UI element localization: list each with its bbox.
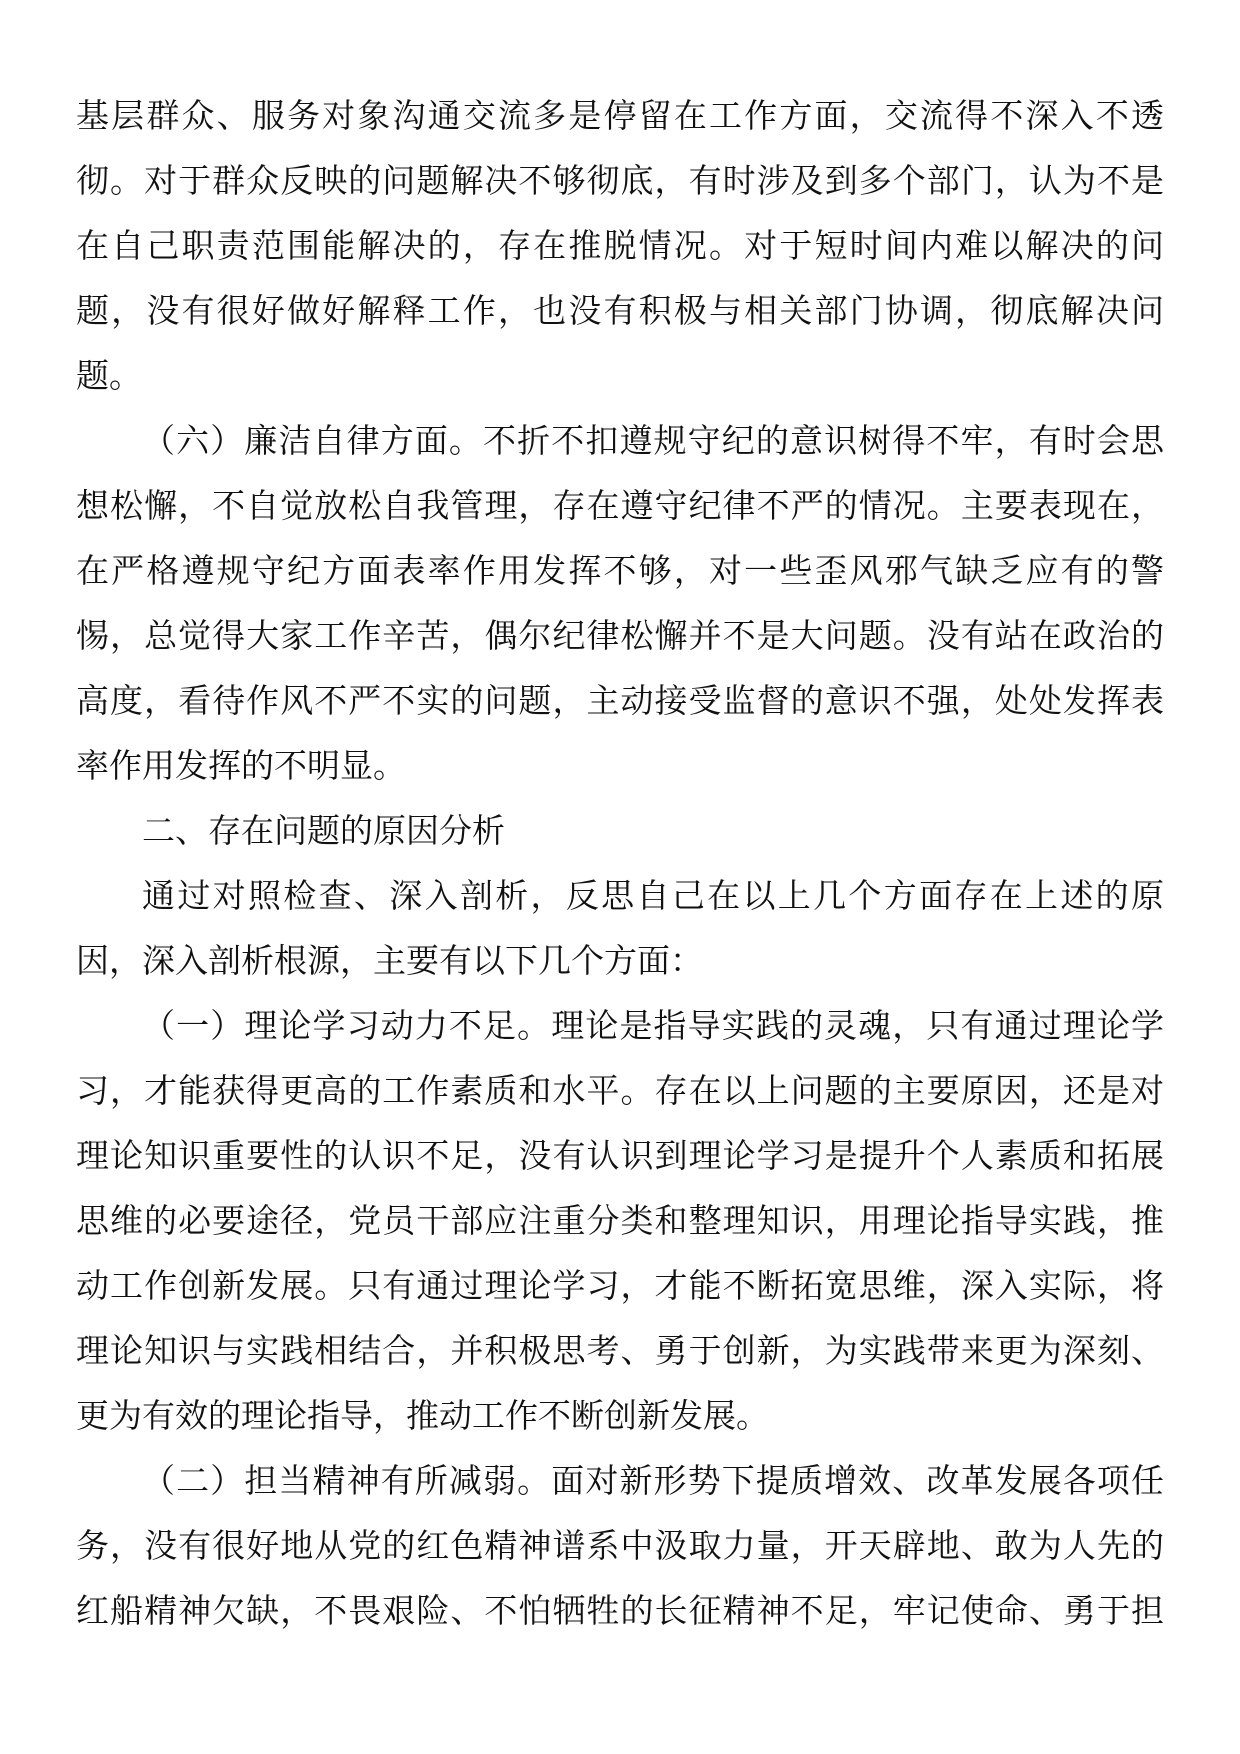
document-body [76,83,1164,1643]
heading-line: 二、存在问题的原因分析 [142,811,505,850]
text-line: 更为有效的理论指导，推动工作不断创新发展。 [76,1396,769,1435]
text-line: 理论知识与实践相结合，并积极思考、勇于创新，为实践带来更为深刻、 [76,1331,1164,1370]
paragraph-continuation [76,83,1164,408]
text-line: 基层群众、服务对象沟通交流多是停留在工作方面，交流得不深入不透 [76,96,1164,135]
paragraph-cause-2 [76,1448,1164,1643]
text-line: 高度，看待作风不严不实的问题，主动接受监督的意识不强，处处发挥表 [76,681,1164,720]
text-line: 率作用发挥的不明显。 [76,746,406,785]
text-line: 通过对照检查、深入剖析，反思自己在以上几个方面存在上述的原 [142,876,1164,915]
paragraph-section-6 [76,408,1164,798]
text-line: 因，深入剖析根源，主要有以下几个方面： [76,941,703,980]
text-line: 动工作创新发展。只有通过理论学习，才能不断拓宽思维，深入实际，将 [76,1266,1164,1305]
text-line: 彻。对于群众反映的问题解决不够彻底，有时涉及到多个部门，认为不是 [76,161,1164,200]
text-line: （一）理论学习动力不足。理论是指导实践的灵魂，只有通过理论学 [142,1006,1164,1045]
text-line: （二）担当精神有所减弱。面对新形势下提质增效、改革发展各项任 [142,1461,1164,1500]
paragraph-cause-1 [76,993,1164,1448]
text-line: 思维的必要途径，党员干部应注重分类和整理知识，用理论指导实践，推 [76,1201,1164,1240]
paragraph-intro [76,863,1164,993]
text-line: 在严格遵规守纪方面表率作用发挥不够，对一些歪风邪气缺乏应有的警 [76,551,1164,590]
section-heading [76,798,1164,863]
text-line: 务，没有很好地从党的红色精神谱系中汲取力量，开天辟地、敢为人先的 [76,1526,1164,1565]
text-line: 理论知识重要性的认识不足，没有认识到理论学习是提升个人素质和拓展 [76,1136,1164,1175]
text-line: 红船精神欠缺，不畏艰险、不怕牺牲的长征精神不足，牢记使命、勇于担 [76,1591,1164,1630]
text-line: 在自己职责范围能解决的，存在推脱情况。对于短时间内难以解决的问 [76,226,1164,265]
text-line: 习，才能获得更高的工作素质和水平。存在以上问题的主要原因，还是对 [76,1071,1164,1110]
text-line: 想松懈，不自觉放松自我管理，存在遵守纪律不严的情况。主要表现在， [76,486,1164,525]
text-line: 题。 [76,356,142,395]
text-line: 题，没有很好做好解释工作，也没有积极与相关部门协调，彻底解决问 [76,291,1164,330]
text-line: （六）廉洁自律方面。不折不扣遵规守纪的意识树得不牢，有时会思 [142,421,1164,460]
text-line: 惕，总觉得大家工作辛苦，偶尔纪律松懈并不是大问题。没有站在政治的 [76,616,1164,655]
